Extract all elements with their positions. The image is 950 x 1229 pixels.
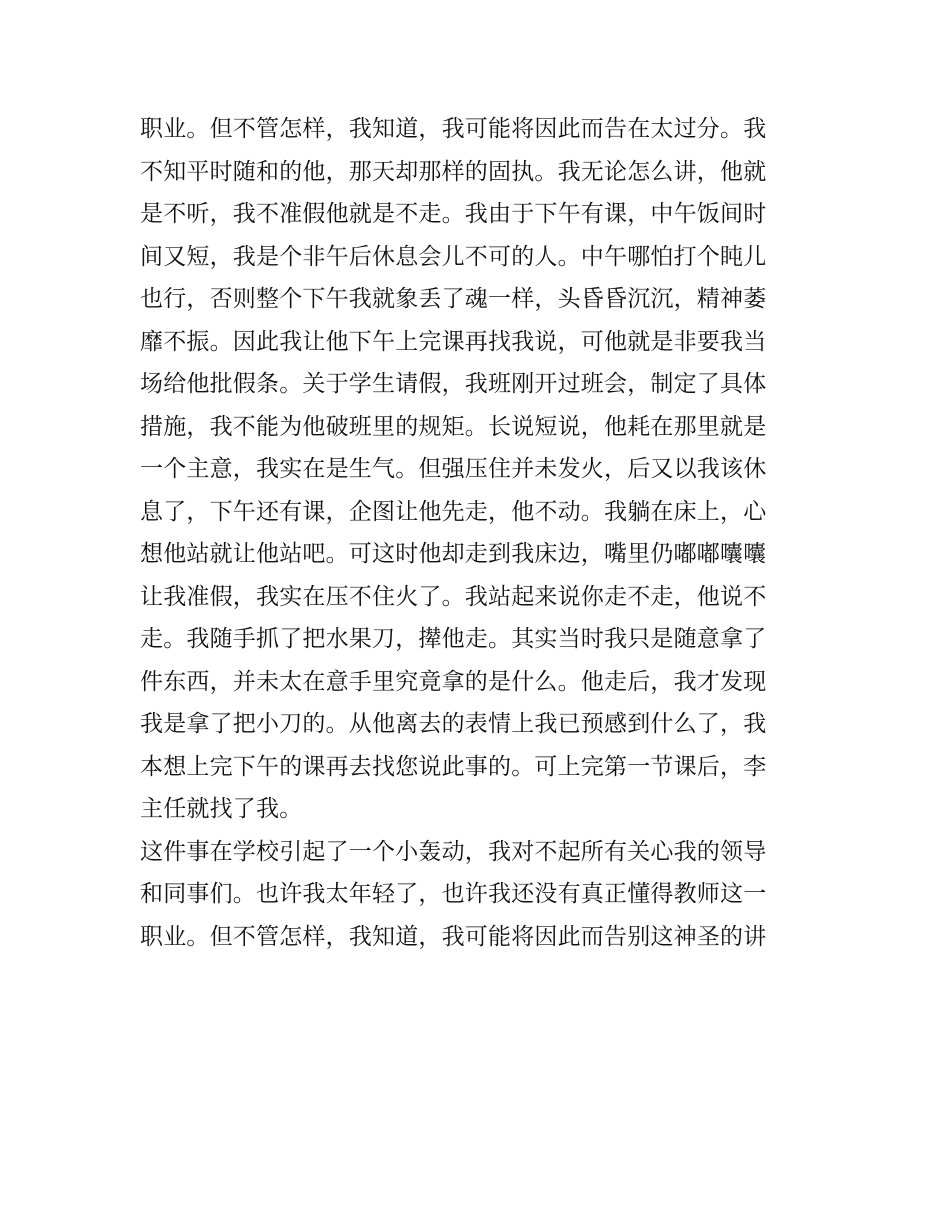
text-line: 也行，否则整个下午我就象丢了魂一样，头昏昏沉沉，精神萎 — [140, 286, 767, 312]
text-line: 走。我随手抓了把水果刀，撵他走。其实当时我只是随意拿了 — [140, 626, 767, 652]
text-line: 间又短，我是个非午后休息会儿不可的人。中午哪怕打个盹儿 — [140, 243, 767, 270]
text-line: 我是拿了把小刀的。从他离去的表情上我已预感到什么了，我 — [140, 711, 767, 737]
document-body — [140, 108, 820, 958]
text-line: 让我准假，我实在压不住火了。我站起来说你走不走，他说不 — [140, 583, 767, 610]
text-line: 主任就找了我。 — [140, 796, 303, 822]
text-line: 靡不振。因此我让他下午上完课再找我说，可他就是非要我当 — [140, 328, 767, 355]
text-line: 一个主意，我实在是生气。但强压住并未发火，后又以我该休 — [140, 456, 767, 482]
text-line: 和同事们。也许我太年轻了，也许我还没有真正懂得教师这一 — [140, 881, 767, 907]
text-line: 这件事在学校引起了一个小轰动，我对不起所有关心我的领导 — [140, 838, 767, 865]
text-line: 不知平时随和的他，那天却那样的固执。我无论怎么讲，他就 — [140, 158, 767, 185]
text-line: 本想上完下午的课再去找您说此事的。可上完第一节课后，李 — [140, 753, 767, 780]
text-line: 措施，我不能为他破班里的规矩。长说短说，他耗在那里就是 — [140, 413, 767, 440]
text-line: 场给他批假条。关于学生请假，我班刚开过班会，制定了具体 — [140, 371, 767, 397]
paragraph-1 — [140, 108, 820, 831]
text-line: 想他站就让他站吧。可这时他却走到我床边，嘴里仍嘟嘟囔囔 — [140, 541, 767, 567]
text-line: 是不听，我不准假他就是不走。我由于下午有课，中午饭间时 — [140, 201, 767, 227]
paragraph-2 — [140, 831, 820, 959]
text-line: 件东西，并未太在意手里究竟拿的是什么。他走后，我才发现 — [140, 668, 767, 695]
text-line: 职业。但不管怎样，我知道，我可能将因此而告在太过分。我 — [140, 116, 767, 142]
text-line: 职业。但不管怎样，我知道，我可能将因此而告别这神圣的讲 — [140, 923, 767, 950]
text-line: 息了，下午还有课，企图让他先走，他不动。我躺在床上，心 — [140, 498, 767, 525]
